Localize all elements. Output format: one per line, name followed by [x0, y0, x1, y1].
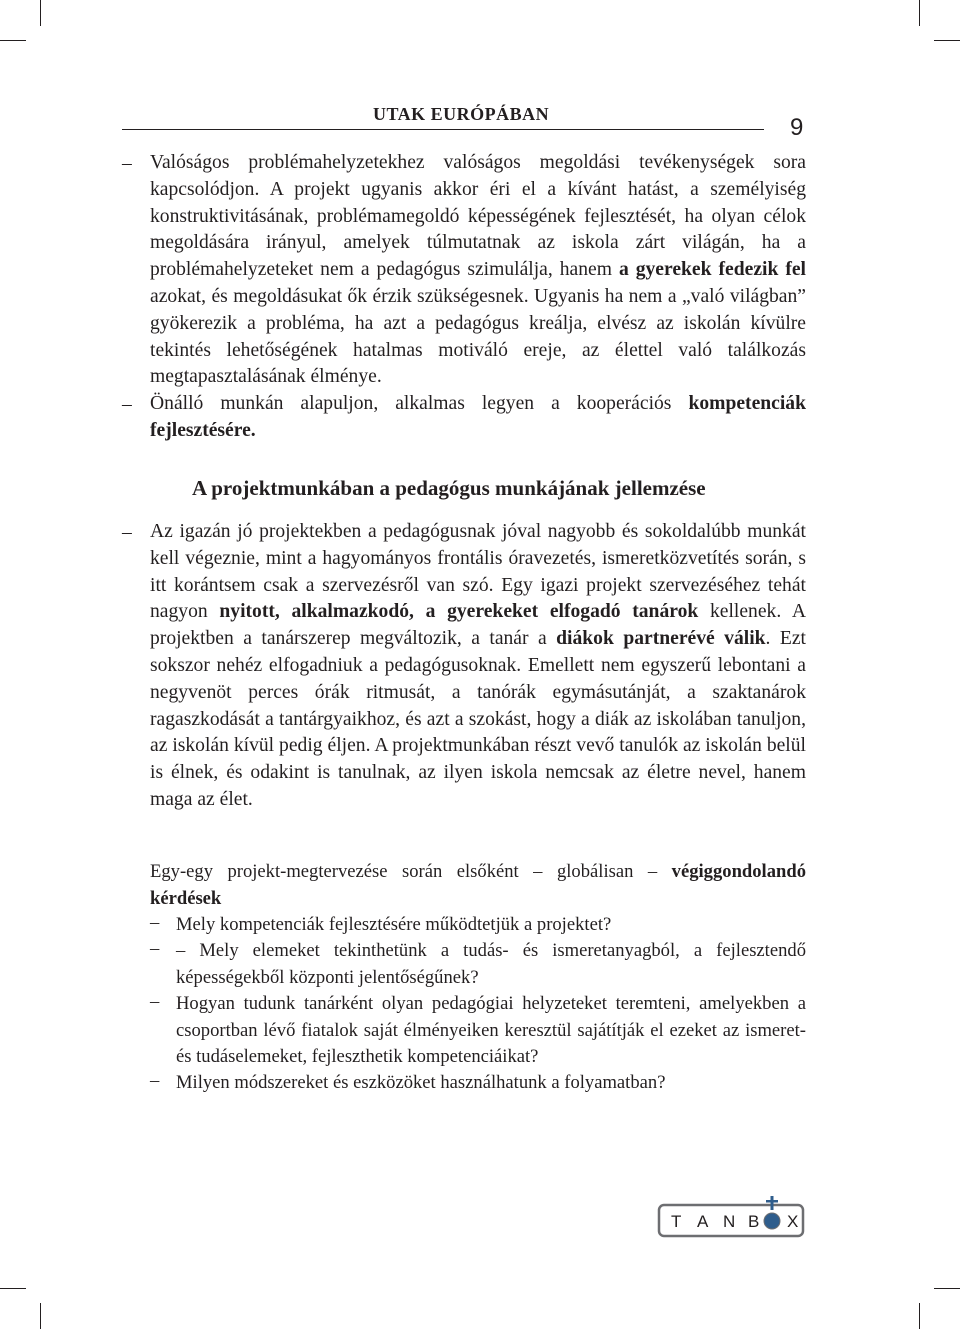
logo-cross-icon: [771, 1196, 774, 1210]
running-header-title: UTAK EURÓPÁBAN: [373, 104, 550, 124]
crop-mark: [934, 40, 960, 41]
crop-mark: [919, 1303, 920, 1329]
bullet-dash: –: [122, 153, 132, 174]
bullet3-bold-1: nyitott, alkalmazkodó, a gyerekeket elfogadó tanárok: [219, 601, 699, 623]
bullet3-text-2: kellenek. A projektben a tanárszerep megváltozik, a tanár a: [150, 601, 806, 650]
bullet2-bold-1: kompetenciák fejlesztésére.: [150, 393, 806, 441]
header-rule: [122, 129, 764, 130]
bullet-paragraph-1: [150, 150, 806, 391]
crop-mark: [0, 40, 26, 41]
bullet-dash: –: [150, 1070, 160, 1091]
intro-text: Egy-egy projekt-megtervezése során elsőként – globálisan –: [150, 861, 658, 882]
bullet3-text-3: . Ezt sokszor nehéz elfogadniuk a pedagógusoknak. Emellett nem egyszerű lebontani a negyvenöt perces órák ritmusát, a tanórák egymásutánját, a szaktanárok ragaszkodását a tantárgyaikhoz, és azt a szokást, hogy a diák az iskolában tanuljon, az iskolán kívül pedig éljen. A projektmunkában részt vevő tanulók az iskolán belül is élnek, és odakint is tanulnak, az ilyen iskola nemcsak az életre nevel, hanem maga az élet.: [150, 628, 807, 810]
bullet2-text-1: Önálló munkán alapuljon, alkalmas legyen a kooperációs: [150, 393, 672, 414]
question-item-4: Milyen módszereket és eszközöket használhatunk a folyamatban?: [176, 1072, 666, 1093]
intro-bold: végiggondolandó kérdések: [150, 861, 806, 909]
bullet-paragraph-2: [150, 391, 806, 445]
crop-mark: [934, 1288, 960, 1289]
logo-letter-b: B: [748, 1212, 760, 1231]
bullet3-text-1: Az igazán jó projektekben a pedagógusnak jóval nagyobb és sokoldalúbb munkát kell végeznie, mint a hagyományos frontális óravezetés, ismeretközvetítés során, s itt korántsem csak a szervezésről van szó. Egy igazi projekt szervezéséhez tehát nagyon: [150, 521, 806, 623]
logo-cross-bar: [766, 1200, 778, 1203]
page-number: 9: [790, 114, 804, 141]
logo-letter-t: T: [671, 1212, 682, 1231]
crop-mark: [0, 1288, 26, 1289]
bullet-dash: –: [150, 991, 160, 1012]
logo-letter-x: X: [787, 1212, 799, 1231]
logo-letter-n: N: [723, 1212, 736, 1231]
tanbox-logo: [657, 1194, 805, 1238]
crop-mark: [40, 1303, 41, 1329]
section-heading: A projektmunkában a pedagógus munkájának jellemzése: [192, 476, 706, 500]
logo-letter-a: A: [697, 1212, 709, 1231]
crop-mark: [40, 0, 41, 26]
bullet-dash: –: [150, 912, 160, 933]
bullet1-text-2: azokat, és megoldásukat ők érzik szükségesnek. Ugyanis ha nem a „való világban” gyökerezik a probléma, ha azt a pedagógus kreálja, elvész az iskolán kívülre tekintés lehetőségének hatalmas motiváló ereje, az élettel való találkozás megtapasztalásának élménye.: [150, 285, 806, 388]
bullet3-bold-2: diákok partnerévé válik: [556, 628, 766, 650]
bullet1-bold-1: a gyerekek fedezik fel: [618, 259, 806, 281]
crop-mark: [919, 0, 920, 26]
question-item-3: Hogyan tudunk tanárként olyan pedagógiai helyzeteket teremteni, amelyekben a csoportban lévő fiatalok saját élményeiken keresztül sajátítják el ezeket az ismeret- és tudáselemeket, fejleszthetik kompetenciáikat?: [176, 993, 806, 1067]
bullet-dash: –: [150, 938, 160, 959]
question-item-2: – Mely elemeket tekinthetünk a tudás- és ismeretanyagból, a fejlesztendő képességekből központi jelentőségűnek?: [176, 940, 806, 988]
bullet-dash: –: [122, 522, 132, 543]
bullet-paragraph-3: [150, 519, 806, 814]
logo-globe-icon: [764, 1213, 780, 1229]
bullet-dash: –: [122, 394, 132, 415]
intro-paragraph: [150, 859, 806, 912]
question-item-1: Mely kompetenciák fejlesztésére működtetjük a projektet?: [176, 914, 612, 935]
bullet1-text-1: Valóságos problémahelyzetekhez valóságos megoldási tevékenységek sora kapcsolódjon. A projekt ugyanis akkor éri el a kívánt hatást, a személyiség konstruktivitásának, problémamegoldó képességének fejlesztését, ha olyan célok megoldására irányul, amelyek túlmutatnak az iskola zárt világán, ha a problémahelyzeteket nem a pedagógus szimulálja, hanem: [150, 152, 806, 281]
